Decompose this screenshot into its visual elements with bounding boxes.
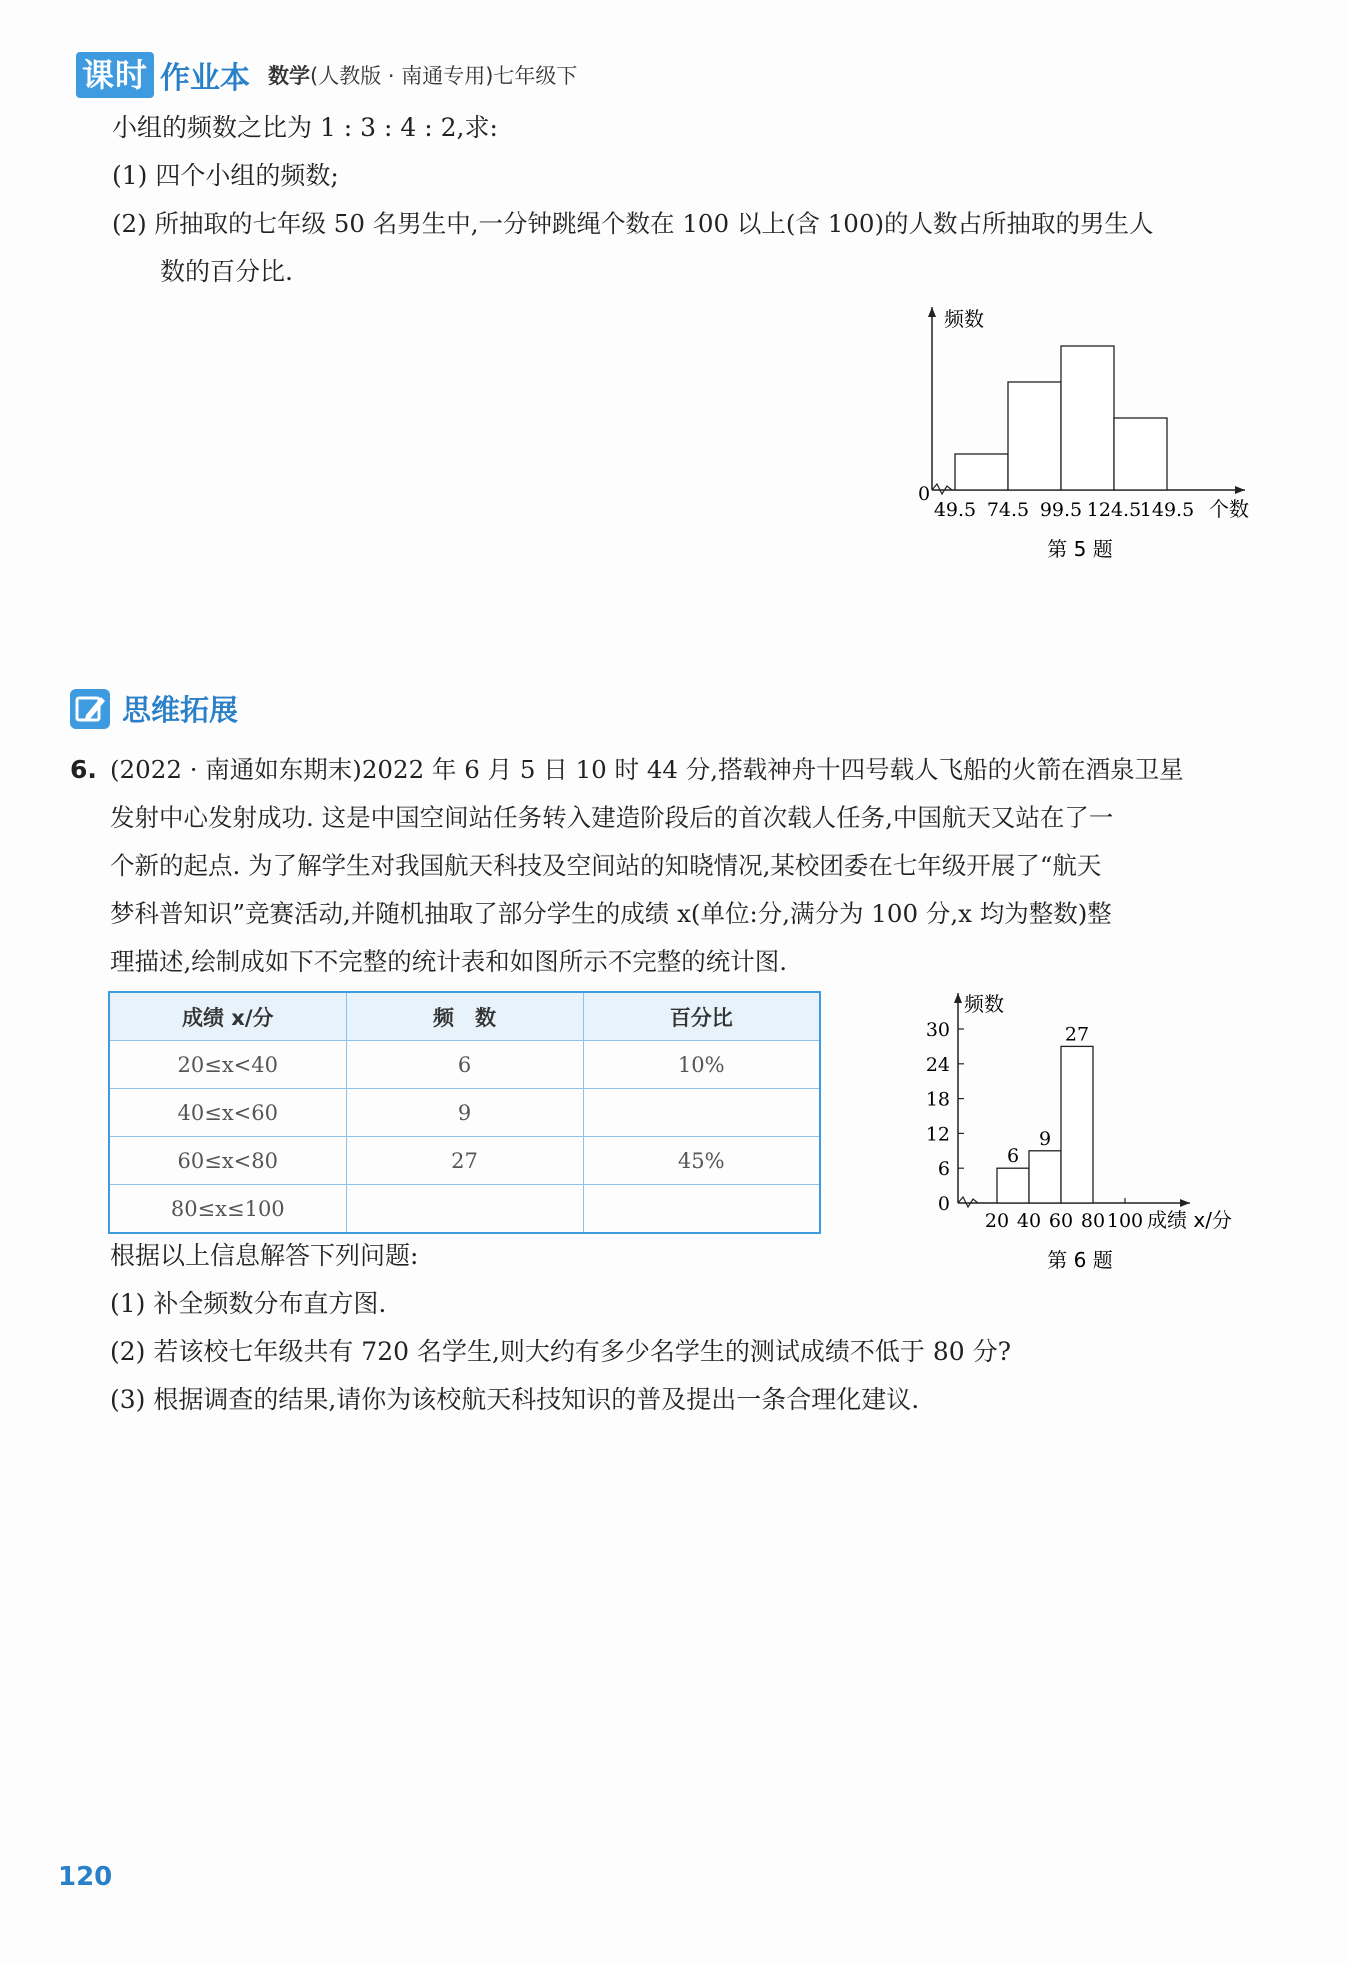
histogram-bar [955, 454, 1008, 490]
brand-title: 作业本 [160, 61, 251, 96]
problem6-question: (1) 补全频数分布直方图. [110, 1289, 387, 1318]
table-cell: 80≤x≤100 [109, 1185, 346, 1234]
problem6-prompt: 根据以上信息解答下列问题: [110, 1241, 419, 1270]
y-tick-label: 30 [925, 1019, 950, 1041]
problem6-question: (3) 根据调查的结果,请你为该校航天科技知识的普及提出一条合理化建议. [110, 1385, 920, 1414]
histogram-problem6-svg [900, 985, 1270, 1270]
table-cell: 40≤x<60 [109, 1089, 346, 1137]
bar-data-label: 27 [1064, 1023, 1090, 1046]
problem6-line: 发射中心发射成功. 这是中国空间站任务转入建造阶段后的首次载人任务,中国航天又站在了一 [110, 803, 1114, 832]
problem6-question: (2) 若该校七年级共有 720 名学生,则大约有多少名学生的测试成绩不低于 80 分? [110, 1337, 1012, 1366]
table-row [109, 1185, 820, 1234]
histogram-problem5 [900, 295, 1270, 574]
histogram-bar [1061, 1046, 1093, 1203]
histogram-problem5-svg [900, 295, 1270, 570]
histogram-bar [1114, 418, 1167, 490]
y-axis-arrow [928, 307, 936, 317]
y-tick-label: 6 [937, 1158, 950, 1181]
problem6-line: 理描述,绘制成如下不完整的统计表和如图所示不完整的统计图. [110, 947, 788, 976]
section-title: 思维拓展 [122, 693, 239, 727]
x-tick-label: 99.5 [1039, 499, 1083, 521]
brand-logo: 课时 [76, 52, 154, 98]
bar-data-label: 6 [1006, 1145, 1020, 1168]
table-cell [346, 1185, 583, 1234]
histogram-bar [997, 1168, 1029, 1203]
x-tick-label: 100 [1106, 1210, 1144, 1232]
problem5-intro: 小组的频数之比为 1 : 3 : 4 : 2,求: [112, 113, 498, 142]
chart-caption: 第 5 题 [1047, 537, 1113, 561]
y-tick-label: 12 [925, 1123, 950, 1146]
x-axis-arrow [1235, 486, 1245, 494]
origin-label: 0 [918, 483, 931, 505]
x-tick-label: 40 [1016, 1210, 1042, 1232]
y-axis-label: 频数 [964, 992, 1004, 1016]
axis-break-mark [932, 484, 952, 494]
y-axis-label: 频数 [944, 307, 984, 331]
table-cell [583, 1089, 820, 1137]
histogram-bar [1061, 346, 1114, 490]
x-axis-label: 成绩 x/分 [1147, 1208, 1232, 1232]
table-header-cell: 百分比 [583, 992, 820, 1041]
problem6-line: (2022 · 南通如东期末)2022 年 6 月 5 日 10 时 44 分,搭载神舟十四号载人飞船的火箭在酒泉卫星 [110, 755, 1184, 784]
table-row [109, 1089, 820, 1137]
x-tick-label: 74.5 [986, 499, 1030, 521]
table-cell: 20≤x<40 [109, 1041, 346, 1089]
table-cell: 10% [583, 1041, 820, 1089]
header [76, 50, 577, 100]
x-tick-label: 80 [1080, 1210, 1106, 1232]
chart-caption: 第 6 题 [1047, 1248, 1113, 1270]
edition-label: (人教版 · 南通专用)七年级下 [310, 64, 578, 88]
y-tick-label: 18 [925, 1088, 950, 1111]
problem6-line: 梦科普知识”竞赛活动,并随机抽取了部分学生的成绩 x(单位:分,满分为 100 分,x 均为整数)整 [110, 899, 1112, 928]
y-tick-label: 24 [925, 1053, 950, 1076]
table-cell [583, 1185, 820, 1234]
y-tick-label: 0 [937, 1193, 950, 1215]
y-axis-arrow [954, 993, 962, 1003]
pencil-icon [70, 689, 110, 729]
bar-data-label: 9 [1038, 1127, 1052, 1150]
table-cell: 45% [583, 1137, 820, 1185]
x-tick-label: 20 [984, 1210, 1010, 1232]
x-tick-label: 124.5 [1086, 499, 1142, 521]
x-tick-label: 49.5 [933, 499, 977, 521]
axis-break-mark [958, 1197, 978, 1207]
table-header-cell: 成绩 x/分 [109, 992, 346, 1041]
stats-table [108, 991, 821, 1234]
page-number: 120 [58, 1862, 113, 1892]
problem5-q2-line2: 数的百分比. [160, 257, 293, 286]
histogram-bar [1008, 382, 1061, 490]
section-heading [70, 688, 238, 729]
table-cell: 60≤x<80 [109, 1137, 346, 1185]
table-cell: 9 [346, 1089, 583, 1137]
x-axis-label: 个数 [1209, 497, 1249, 521]
table-row [109, 1041, 820, 1089]
problem5-q1: (1) 四个小组的频数; [112, 161, 339, 190]
x-tick-label: 60 [1048, 1210, 1074, 1232]
histogram-problem6 [900, 985, 1270, 1274]
table-row [109, 1137, 820, 1185]
table-cell: 27 [346, 1137, 583, 1185]
histogram-bar [1029, 1151, 1061, 1203]
problem6-line: 个新的起点. 为了解学生对我国航天科技及空间站的知晓情况,某校团委在七年级开展了“航天 [110, 851, 1102, 880]
x-tick-label: 149.5 [1139, 499, 1195, 521]
problem5-q2-line1: (2) 所抽取的七年级 50 名男生中,一分钟跳绳个数在 100 以上(含 100)的人数占所抽取的男生人 [112, 209, 1154, 238]
x-axis-arrow [1180, 1199, 1190, 1207]
table-header-cell: 频 数 [346, 992, 583, 1041]
problem6-number: 6. [70, 755, 97, 784]
table-header-row [109, 992, 820, 1041]
table-cell: 6 [346, 1041, 583, 1089]
subject-label: 数学 [268, 64, 311, 88]
